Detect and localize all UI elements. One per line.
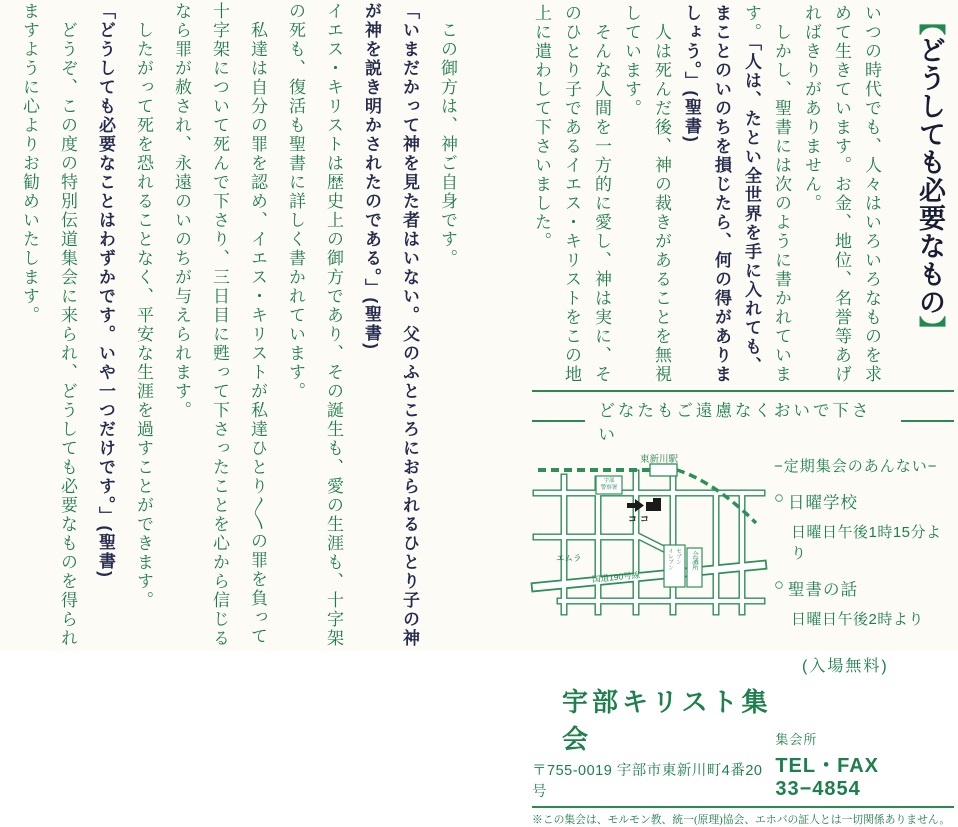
schedule-item-name: 聖書の話	[787, 581, 858, 599]
here-arrow-icon	[627, 499, 644, 512]
admission-free-note: (入場無料)	[802, 658, 889, 675]
organization-left	[532, 682, 775, 801]
header-dash-right	[901, 420, 954, 422]
box-header	[532, 397, 954, 445]
map-seveneleven-label-1: セブン	[675, 548, 681, 565]
paragraph-text: この御方は、神ご自身です。	[438, 21, 457, 268]
paragraph	[676, 4, 796, 384]
organization-name: 宇部キリスト集会	[562, 687, 772, 754]
map-here-label: ココ	[628, 514, 653, 524]
schedule-item-time: 日曜日午後1時15分より	[791, 524, 942, 562]
paragraph-text: 私達は自分の罪を認め、イエス・キリストが私達ひとり〳〵の罪を負って十字架について死んで下さり、三日目に甦って下さったことを心から信じるなら罪が赦され、永遠のいのちが与えられます。	[172, 2, 267, 648]
title-bracket-open: 【	[915, 8, 945, 36]
organization-row	[532, 682, 954, 801]
paragraph-text: そんな人間を一方的に愛し、神は実に、そのひとり子であるイエス・キリストをこの地上に遣わして下さいました。	[532, 4, 611, 384]
circle-marker-icon: ○	[774, 489, 785, 507]
paragraph-text: どうぞ、この度の特別伝道集会に来られ、どうしても必要なものを得られますように心よりお勧めいたします。	[20, 2, 77, 648]
map-police-line1: 宇部	[603, 478, 615, 484]
map-emura-label: エムラ	[556, 553, 582, 563]
bible-quote: 「人は、たとい全世界を手に入れても、まことのいのちを損じたら、何の得がありましょう。」(聖書)	[682, 4, 761, 384]
station-box	[650, 464, 677, 476]
schedule	[766, 449, 954, 676]
paragraph	[352, 2, 428, 648]
bible-quote: 「どうしても必要なことはわずかです。いや一つだけです。」(聖書)	[96, 2, 115, 579]
title-bracket-close: 】	[915, 316, 945, 344]
disclaimer-note: ※この集会は、モルモン教、統一(原理)協会、エホバの証人とは一切関係ありません。	[532, 814, 951, 826]
paragraph-text: 人は死んだ後、神の裁きがあることを無視しています。	[622, 4, 671, 384]
paragraph	[162, 2, 276, 648]
header-dash-left	[532, 420, 585, 422]
schedule-item-name: 日曜学校	[787, 494, 858, 512]
organization-contact	[775, 729, 954, 801]
meeting-info-box	[532, 390, 954, 827]
schedule-title: −定期集会のあんない−	[774, 458, 938, 475]
paragraph-text: したがって死を恐れることなく、平安な生涯を過すことができます。	[134, 21, 153, 610]
map-station-label: 東新川駅	[640, 454, 679, 465]
circle-marker-icon: ○	[774, 576, 785, 594]
map-route190-label: 国道190号線	[591, 569, 641, 585]
tel-fax-number: TEL・FAX 33−4854	[775, 755, 879, 800]
organization-address: 〒755-0019 宇部市東新川町4番20号	[532, 763, 763, 800]
paragraph-text: イエス・キリストは歴史上の御方であり、その誕生も、愛の生涯も、十字架の死も、復活も聖書に詳しく書かれています。	[286, 2, 343, 648]
title-text: どうしても必要なもの	[915, 36, 945, 316]
intro-text-block	[526, 4, 886, 384]
access-map	[532, 449, 766, 615]
map-drawing	[532, 449, 766, 615]
schedule-item-time: 日曜日午後2時より	[791, 611, 924, 628]
bible-quote: 「いまだかって神を見た者はいない。父のふところにおられるひとり子の神が神を説き明かされたのである。」(聖書)	[362, 2, 419, 648]
paragraph	[616, 4, 676, 384]
schedule-item	[774, 489, 954, 513]
paragraph-text: しかし、聖書には次のように書かれています。	[742, 4, 791, 384]
paragraph-text: いつの時代でも、人々はいろいろなものを求めて生きています。お金、地位、名誉等あげればきりがありません。	[802, 4, 881, 384]
paragraph	[10, 2, 86, 648]
box-header-text: どなたもご遠慮なくおいで下さい	[598, 402, 872, 444]
map-hall-label: 会議所	[691, 551, 698, 571]
map-police-label	[597, 478, 621, 492]
paragraph	[796, 4, 886, 384]
paragraph	[276, 2, 352, 648]
paragraph	[428, 2, 466, 648]
schedule-item	[774, 576, 954, 600]
paragraph	[526, 4, 616, 384]
meeting-place-label: 集会所	[775, 732, 818, 747]
main-text-block	[10, 2, 466, 648]
bottom-divider	[532, 806, 954, 808]
here-building-icon	[646, 498, 661, 511]
map-seveneleven-label-2: イレブン	[667, 548, 673, 570]
map-police-line2: 警察署	[600, 485, 618, 491]
paragraph	[124, 2, 162, 648]
paragraph	[86, 2, 124, 648]
page-title	[911, 8, 950, 408]
